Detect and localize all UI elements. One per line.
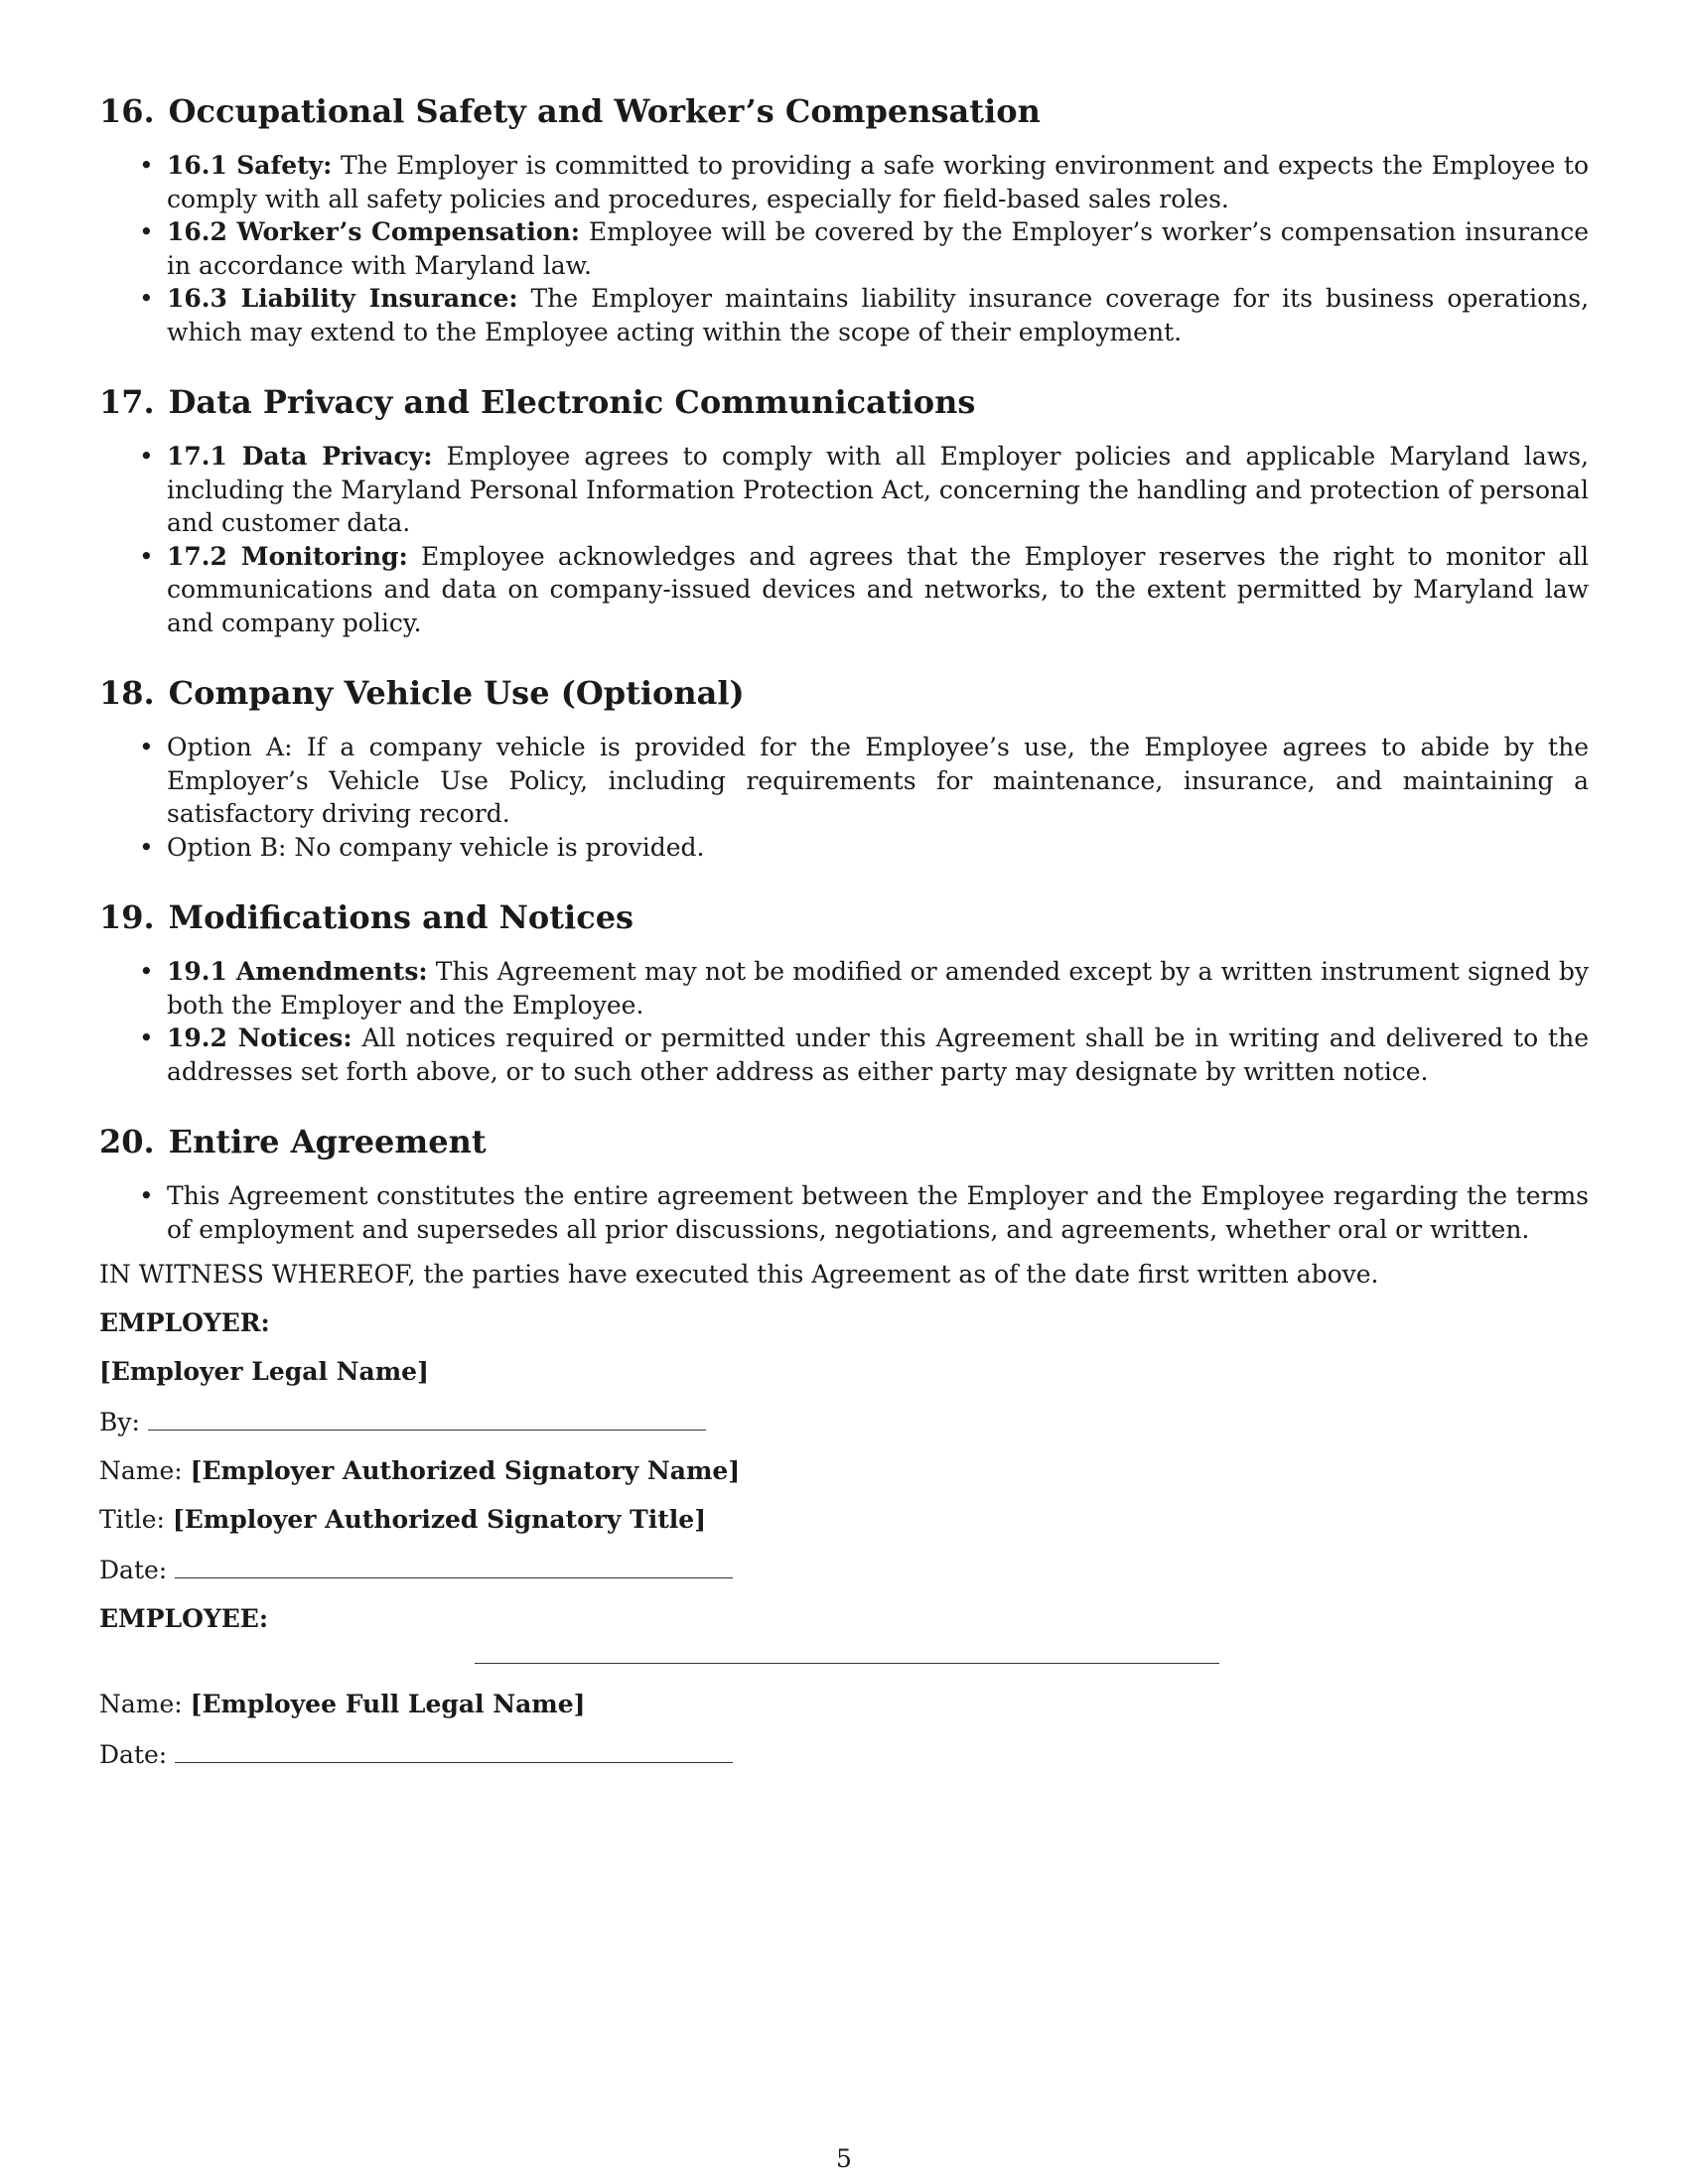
section-16	[99, 91, 1589, 348]
section-list	[99, 440, 1589, 639]
employer-heading: EMPLOYER:	[99, 1308, 270, 1337]
signature-block	[99, 1306, 1589, 1771]
list-item: • 19.1 Amendments: This Agreement may not be modified or amended except by a written instrument signed by both the Employer and the Employee.	[167, 955, 1589, 1022]
section-heading: 19. Modifications and Notices	[99, 898, 634, 936]
employer-title-row: Title: [Employer Authorized Signatory Title]	[99, 1505, 707, 1534]
employee-date-row: Date:	[99, 1736, 1589, 1771]
section-18	[99, 673, 1589, 864]
employee-date-line[interactable]	[175, 1736, 733, 1763]
section-list	[99, 731, 1589, 864]
witness-statement: IN WITNESS WHEREOF, the parties have executed this Agreement as of the date first written above.	[99, 1260, 1379, 1289]
employer-name-row: Name: [Employer Authorized Signatory Name]	[99, 1456, 741, 1485]
employer-date-line[interactable]	[175, 1552, 733, 1578]
section-list	[99, 1179, 1589, 1246]
employee-heading: EMPLOYEE:	[99, 1604, 269, 1633]
list-item: • 19.2 Notices: All notices required or permitted under this Agreement shall be in writing and delivered to the addresses set forth above, or to such other address as either party may designate by written notice.	[167, 1022, 1589, 1088]
list-item: • Option B: No company vehicle is provided.	[167, 831, 1589, 865]
employer-date-row: Date:	[99, 1552, 1589, 1586]
document-content	[99, 91, 1589, 1771]
section-heading: 17. Data Privacy and Electronic Communications	[99, 383, 976, 421]
employer-by-row: By:	[99, 1404, 1589, 1438]
list-item: • 16.1 Safety: The Employer is committed to providing a safe working environment and expects the Employee to comply with all safety policies and procedures, especially for field-based sales roles.	[167, 149, 1589, 215]
section-20	[99, 1122, 1589, 1246]
employee-name-row: Name: [Employee Full Legal Name]	[99, 1690, 586, 1718]
section-19	[99, 897, 1589, 1088]
section-list	[99, 955, 1589, 1088]
employer-legal-name: [Employer Legal Name]	[99, 1357, 429, 1386]
list-item: • Option A: If a company vehicle is provided for the Employee’s use, the Employee agrees to abide by the Employer’s Vehicle Use Policy, including requirements for maintenance, insurance, and maintaining a satisfactory driving record.	[167, 731, 1589, 831]
section-list	[99, 149, 1589, 348]
list-item: • 17.2 Monitoring: Employee acknowledges and agrees that the Employer reserves the right to monitor all communications and data on company-issued devices and networks, to the extent permitted by Maryland law and company policy.	[167, 540, 1589, 640]
section-heading: 20. Entire Agreement	[99, 1123, 487, 1160]
section-heading: 16. Occupational Safety and Worker’s Compensation	[99, 92, 1041, 130]
page-number: 5	[836, 2144, 852, 2173]
section-17	[99, 382, 1589, 639]
employee-signature-line[interactable]	[475, 1661, 1219, 1664]
list-item: • 17.1 Data Privacy: Employee agrees to comply with all Employer policies and applicable Maryland laws, including the Maryland Personal Information Protection Act, concerning the handling and protection of personal and customer data.	[167, 440, 1589, 540]
list-item: • 16.2 Worker’s Compensation: Employee will be covered by the Employer’s worker’s compensation insurance in accordance with Maryland law.	[167, 215, 1589, 282]
section-heading: 18. Company Vehicle Use (Optional)	[99, 674, 745, 712]
list-item: • This Agreement constitutes the entire agreement between the Employer and the Employee regarding the terms of employment and supersedes all prior discussions, negotiations, and agreements, whether oral or written.	[167, 1179, 1589, 1246]
list-item: • 16.3 Liability Insurance: The Employer maintains liability insurance coverage for its business operations, which may extend to the Employee acting within the scope of their employment.	[167, 282, 1589, 348]
employer-signature-line[interactable]	[148, 1404, 706, 1431]
